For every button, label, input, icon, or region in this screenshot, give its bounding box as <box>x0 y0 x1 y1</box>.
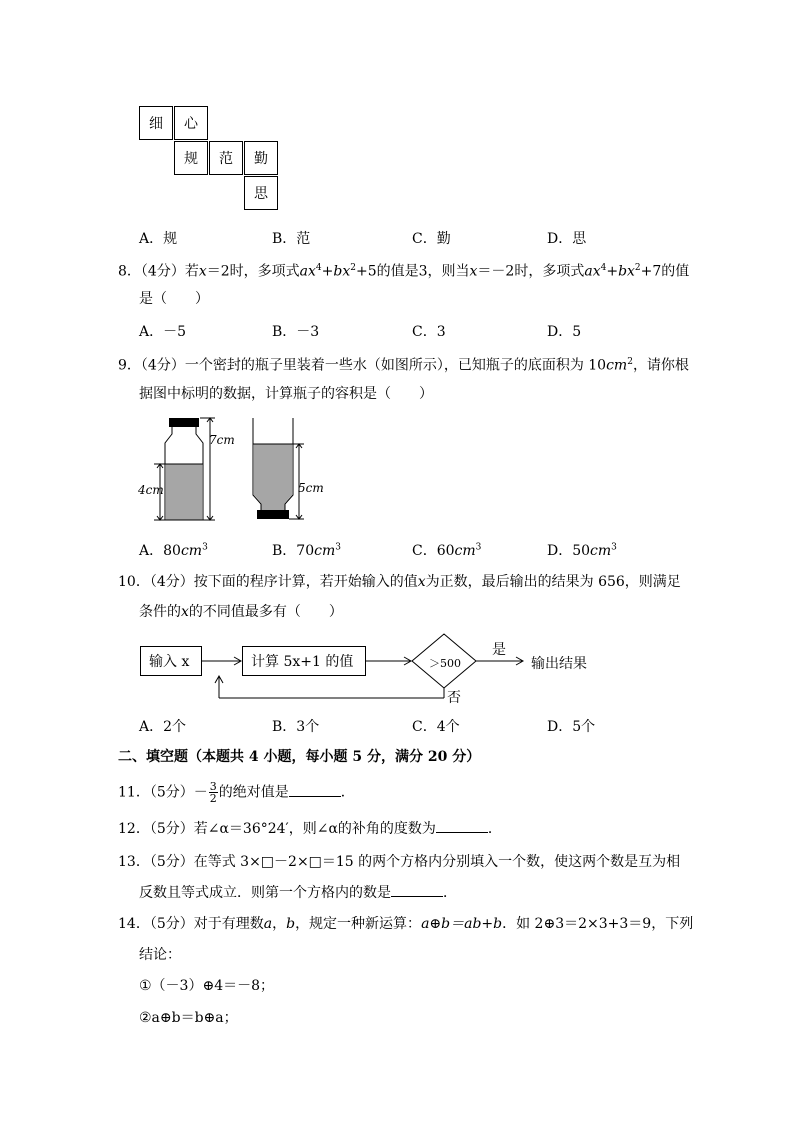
q12-answer-blank[interactable] <box>436 820 488 833</box>
q14-line2: 结论： <box>139 947 181 963</box>
q13-line1: 13．（5分）在等式 3×□－2×□＝15 的两个方格内分别填入一个数，使这两个数是互为相 <box>118 854 681 870</box>
label-5cm: 5cm <box>298 481 324 495</box>
q9-line1: 9．（4分）一个密封的瓶子里装着一些水（如图所示），已知瓶子的底面积为 $10cm^2$，请你根 <box>118 357 689 374</box>
q8-option-d: D．5 <box>547 324 582 340</box>
q8-option-b: B．－3 <box>272 324 320 340</box>
cube-face-1: 细 <box>139 106 173 140</box>
q10-option-b: B．3个 <box>272 719 320 735</box>
label-4cm: 4cm <box>138 483 164 497</box>
q12-line: 12．（5分）若∠α＝36°24′，则∠α的补角的度数为 ． <box>118 821 502 837</box>
q7-option-b: B．范 <box>272 231 311 247</box>
flow-compute-box: 计算 5x+1 的值 <box>242 646 366 676</box>
label-7cm: 7cm <box>209 433 235 447</box>
bottle1-cap <box>169 418 199 427</box>
flow-condition-label: ＞500 <box>429 657 461 670</box>
q7-option-a: A．规 <box>139 231 178 247</box>
q14-conclusion-2: ②a⊕b＝b⊕a； <box>139 1010 238 1026</box>
bottle2-cap <box>257 510 289 519</box>
flow-output-label: 输出结果 <box>531 656 587 672</box>
q11-line: 11．（5分）－ $\frac{3}{2}$ 的绝对值是 ． <box>118 780 355 805</box>
q8-line1: 8．（4分）若x＝2时，多项式$ax^4+bx^2+5$的值是3，则当x＝－2时，多项式$ax^4+bx^2+7$的值 <box>118 263 690 280</box>
cube-face-6: 思 <box>244 176 278 210</box>
q10-line2: 条件的x的不同值最多有（ ） <box>139 604 343 620</box>
q7-option-d: D．思 <box>547 231 587 247</box>
q8-line2: 是（ ） <box>139 291 209 307</box>
cube-face-5: 勤 <box>244 141 278 175</box>
bottle2-water <box>254 444 292 510</box>
cube-face-3: 规 <box>174 141 208 175</box>
bottle1-water <box>166 464 202 520</box>
q9-line2: 据图中标明的数据，计算瓶子的容积是（ ） <box>139 386 433 402</box>
q13-line2: 反数且等式成立．则第一个方格内的数是 ． <box>139 885 457 901</box>
q10-line1: 10．（4分）按下面的程序计算，若开始输入的值x为正数，最后输出的结果为 656，则满足 <box>118 574 681 590</box>
cube-face-4: 范 <box>209 141 243 175</box>
q7-option-c: C．勤 <box>412 231 451 247</box>
q8-option-a: A．－5 <box>139 324 187 340</box>
bottle-figure <box>132 410 332 526</box>
q11-answer-blank[interactable] <box>289 784 341 797</box>
q9-option-d: D．$50cm^3$ <box>547 542 617 559</box>
q13-answer-blank[interactable] <box>391 884 443 897</box>
q9-option-a: A．$80cm^3$ <box>139 542 208 559</box>
flow-yes-label: 是 <box>492 642 506 658</box>
q9-option-b: B．$70cm^3$ <box>272 542 341 559</box>
q10-option-c: C．4个 <box>412 719 460 735</box>
q8-option-c: C．3 <box>412 324 446 340</box>
q14-line1: 14．（5分）对于有理数a，b，规定一种新运算：a⊕b＝ab+b．如 2⊕3＝2×3+3＝9，下列 <box>118 916 694 932</box>
q11-fraction: $\frac{3}{2}$ <box>209 780 217 805</box>
cube-face-2: 心 <box>174 106 208 140</box>
section-heading: 二、填空题（本题共 4 小题，每小题 5 分，满分 20 分） <box>118 749 481 765</box>
flow-input-box: 输入 x <box>140 646 202 676</box>
q14-conclusion-1: ①（－3）⊕4＝－8； <box>139 978 275 994</box>
q10-option-d: D．5个 <box>547 719 596 735</box>
flow-arrows <box>200 630 540 710</box>
q10-option-a: A．2个 <box>139 719 187 735</box>
flow-no-label: 否 <box>447 690 461 706</box>
q9-option-c: C．$60cm^3$ <box>412 542 482 559</box>
